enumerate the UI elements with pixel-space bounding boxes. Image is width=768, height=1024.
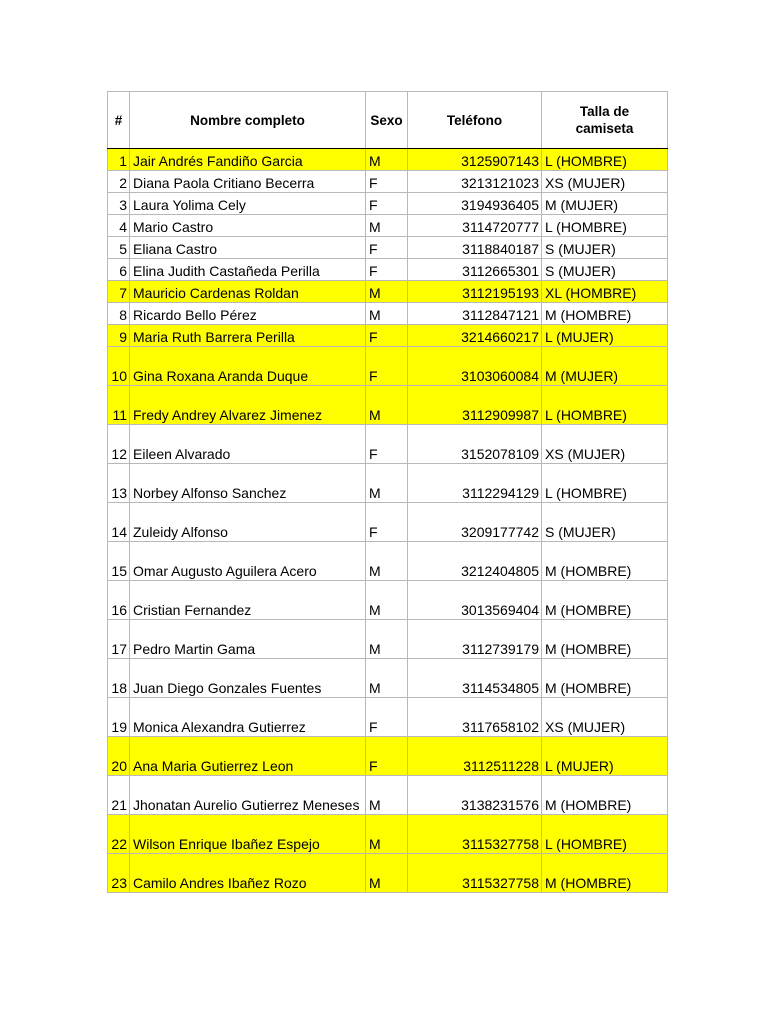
row-phone: 3112294129 <box>408 464 542 503</box>
row-number: 17 <box>108 620 130 659</box>
header-row <box>108 92 668 149</box>
row-name: Eileen Alvarado <box>130 425 366 464</box>
row-name: Ana Maria Gutierrez Leon <box>130 737 366 776</box>
row-sex: M <box>366 303 408 325</box>
table-row <box>108 237 668 259</box>
row-number: 12 <box>108 425 130 464</box>
table-row <box>108 303 668 325</box>
row-number: 2 <box>108 171 130 193</box>
row-number: 18 <box>108 659 130 698</box>
table-row <box>108 620 668 659</box>
row-sex: F <box>366 325 408 347</box>
row-phone: 3209177742 <box>408 503 542 542</box>
row-number: 14 <box>108 503 130 542</box>
table-row <box>108 325 668 347</box>
row-name: Pedro Martin Gama <box>130 620 366 659</box>
row-sex: F <box>366 347 408 386</box>
row-name: Elina Judith Castañeda Perilla <box>130 259 366 281</box>
row-number: 9 <box>108 325 130 347</box>
row-number: 11 <box>108 386 130 425</box>
row-sex: F <box>366 698 408 737</box>
table-row <box>108 464 668 503</box>
row-shirt-size: XS (MUJER) <box>542 171 668 193</box>
row-sex: F <box>366 171 408 193</box>
row-number: 4 <box>108 215 130 237</box>
row-shirt-size: M (MUJER) <box>542 193 668 215</box>
row-name: Zuleidy Alfonso <box>130 503 366 542</box>
row-shirt-size: L (HOMBRE) <box>542 215 668 237</box>
row-phone: 3117658102 <box>408 698 542 737</box>
row-phone: 3112511228 <box>408 737 542 776</box>
row-shirt-size: M (HOMBRE) <box>542 542 668 581</box>
row-sex: F <box>366 425 408 464</box>
row-name: Mario Castro <box>130 215 366 237</box>
row-sex: M <box>366 386 408 425</box>
row-shirt-size: S (MUJER) <box>542 237 668 259</box>
header-num: # <box>108 92 130 149</box>
row-number: 21 <box>108 776 130 815</box>
row-name: Ricardo Bello Pérez <box>130 303 366 325</box>
row-shirt-size: M (HOMBRE) <box>542 659 668 698</box>
row-phone: 3115327758 <box>408 815 542 854</box>
row-number: 13 <box>108 464 130 503</box>
table-row <box>108 259 668 281</box>
row-phone: 3112739179 <box>408 620 542 659</box>
row-name: Camilo Andres Ibañez Rozo <box>130 854 366 893</box>
row-shirt-size: XL (HOMBRE) <box>542 281 668 303</box>
header-size-line1: Talla de <box>579 104 630 119</box>
row-shirt-size: L (HOMBRE) <box>542 464 668 503</box>
row-number: 7 <box>108 281 130 303</box>
table-body <box>108 149 668 893</box>
row-name: Diana Paola Critiano Becerra <box>130 171 366 193</box>
row-shirt-size: M (HOMBRE) <box>542 620 668 659</box>
row-shirt-size: L (HOMBRE) <box>542 386 668 425</box>
row-shirt-size: M (MUJER) <box>542 347 668 386</box>
row-phone: 3114534805 <box>408 659 542 698</box>
row-name: Monica Alexandra Gutierrez <box>130 698 366 737</box>
header-sex: Sexo <box>366 92 408 149</box>
row-sex: M <box>366 815 408 854</box>
row-number: 6 <box>108 259 130 281</box>
row-name: Juan Diego Gonzales Fuentes <box>130 659 366 698</box>
row-name: Jhonatan Aurelio Gutierrez Meneses <box>130 776 366 815</box>
table-row <box>108 171 668 193</box>
row-phone: 3112195193 <box>408 281 542 303</box>
row-phone: 3114720777 <box>408 215 542 237</box>
row-name: Gina Roxana Aranda Duque <box>130 347 366 386</box>
row-name: Jair Andrés Fandiño Garcia <box>130 149 366 171</box>
row-phone: 3125907143 <box>408 149 542 171</box>
table-row <box>108 776 668 815</box>
table-row <box>108 281 668 303</box>
row-shirt-size: L (HOMBRE) <box>542 149 668 171</box>
row-phone: 3115327758 <box>408 854 542 893</box>
row-number: 3 <box>108 193 130 215</box>
row-phone: 3194936405 <box>408 193 542 215</box>
row-sex: M <box>366 464 408 503</box>
row-shirt-size: S (MUJER) <box>542 259 668 281</box>
row-shirt-size: L (MUJER) <box>542 325 668 347</box>
row-number: 23 <box>108 854 130 893</box>
row-name: Laura Yolima Cely <box>130 193 366 215</box>
row-phone: 3212404805 <box>408 542 542 581</box>
row-sex: M <box>366 854 408 893</box>
row-shirt-size: L (MUJER) <box>542 737 668 776</box>
table-row <box>108 215 668 237</box>
header-name: Nombre completo <box>130 92 366 149</box>
row-phone: 3138231576 <box>408 776 542 815</box>
row-number: 1 <box>108 149 130 171</box>
row-shirt-size: M (HOMBRE) <box>542 581 668 620</box>
row-shirt-size: M (HOMBRE) <box>542 776 668 815</box>
row-sex: F <box>366 237 408 259</box>
row-name: Omar Augusto Aguilera Acero <box>130 542 366 581</box>
table-row <box>108 815 668 854</box>
table-row <box>108 503 668 542</box>
row-number: 22 <box>108 815 130 854</box>
row-number: 20 <box>108 737 130 776</box>
row-sex: F <box>366 193 408 215</box>
row-name: Maria Ruth Barrera Perilla <box>130 325 366 347</box>
row-number: 10 <box>108 347 130 386</box>
row-shirt-size: S (MUJER) <box>542 503 668 542</box>
row-name: Fredy Andrey Alvarez Jimenez <box>130 386 366 425</box>
table-row <box>108 347 668 386</box>
row-sex: M <box>366 581 408 620</box>
row-sex: F <box>366 259 408 281</box>
row-sex: M <box>366 281 408 303</box>
row-phone: 3112665301 <box>408 259 542 281</box>
row-phone: 3152078109 <box>408 425 542 464</box>
table-row <box>108 659 668 698</box>
participants-table <box>107 91 668 893</box>
table-row <box>108 542 668 581</box>
row-phone: 3013569404 <box>408 581 542 620</box>
table-row <box>108 854 668 893</box>
row-shirt-size: M (HOMBRE) <box>542 854 668 893</box>
row-name: Norbey Alfonso Sanchez <box>130 464 366 503</box>
row-sex: M <box>366 776 408 815</box>
row-name: Mauricio Cardenas Roldan <box>130 281 366 303</box>
row-sex: F <box>366 503 408 542</box>
row-name: Wilson Enrique Ibañez Espejo <box>130 815 366 854</box>
row-phone: 3118840187 <box>408 237 542 259</box>
row-name: Eliana Castro <box>130 237 366 259</box>
header-size <box>542 92 668 149</box>
row-sex: M <box>366 149 408 171</box>
row-phone: 3112909987 <box>408 386 542 425</box>
table-row <box>108 737 668 776</box>
table-row <box>108 425 668 464</box>
row-phone: 3112847121 <box>408 303 542 325</box>
row-number: 15 <box>108 542 130 581</box>
header-size-line2: camiseta <box>575 121 634 136</box>
table-row <box>108 581 668 620</box>
row-shirt-size: L (HOMBRE) <box>542 815 668 854</box>
row-name: Cristian Fernandez <box>130 581 366 620</box>
row-number: 5 <box>108 237 130 259</box>
table-row <box>108 386 668 425</box>
table-row <box>108 193 668 215</box>
row-shirt-size: M (HOMBRE) <box>542 303 668 325</box>
table-row <box>108 698 668 737</box>
row-phone: 3103060084 <box>408 347 542 386</box>
row-sex: M <box>366 620 408 659</box>
row-number: 19 <box>108 698 130 737</box>
row-shirt-size: XS (MUJER) <box>542 698 668 737</box>
row-sex: M <box>366 542 408 581</box>
row-number: 16 <box>108 581 130 620</box>
table-row <box>108 149 668 171</box>
row-sex: M <box>366 215 408 237</box>
row-sex: F <box>366 737 408 776</box>
row-sex: M <box>366 659 408 698</box>
header-phone: Teléfono <box>408 92 542 149</box>
row-phone: 3214660217 <box>408 325 542 347</box>
row-shirt-size: XS (MUJER) <box>542 425 668 464</box>
row-phone: 3213121023 <box>408 171 542 193</box>
row-number: 8 <box>108 303 130 325</box>
